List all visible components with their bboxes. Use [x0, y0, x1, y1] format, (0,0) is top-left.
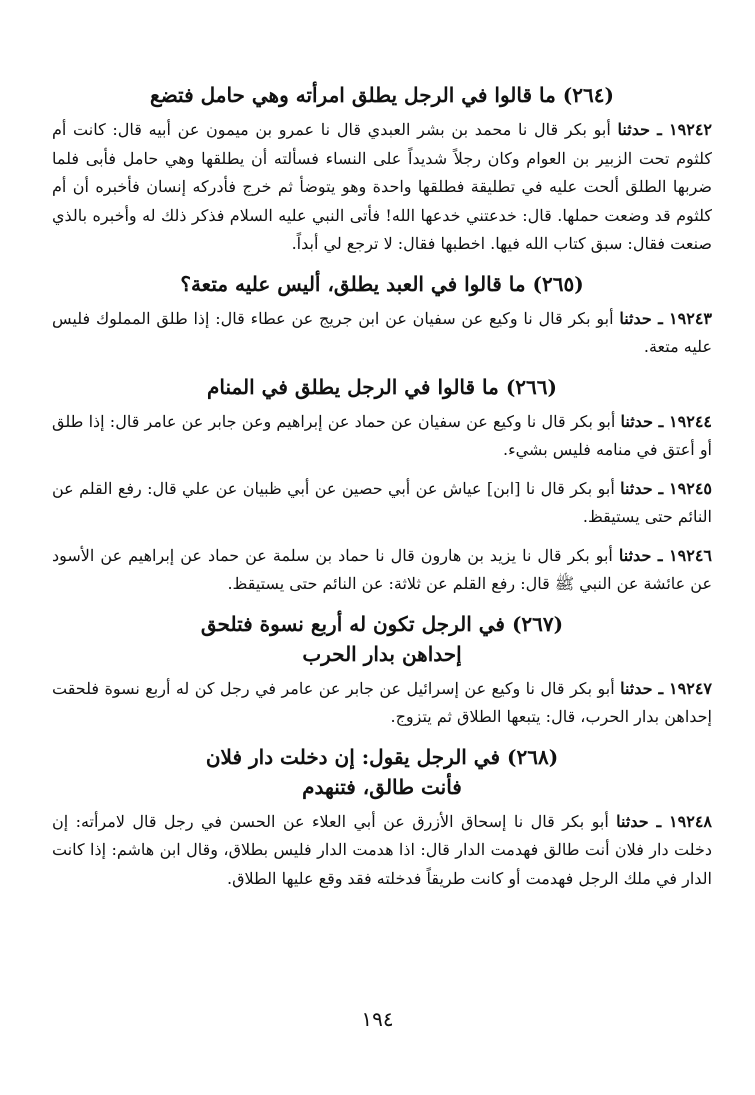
chapter-heading: (٢٦٤) ما قالوا في الرجل يطلق امرأته وهي حامل فتضع [150, 83, 614, 107]
hadith-number: ١٩٢٤٤ ـ حدثنا [620, 411, 712, 431]
page-number: ١٩٤ [361, 1007, 394, 1031]
hadith-body: أبو بكر قال نا إسحاق الأزرق عن أبي العلاء عن الحسن في رجل قال لامرأته: إن دخلت دار فلان أنت طالق فهدمت الدار قال: اذا هدمت الدار فليس بطلاق، وقال ابن هاشم: إذا كانت الدار في ملك الرجل فهدمت أو كانت طريقاً فدخلته فقد وقع عليها الطلاق. [52, 811, 712, 888]
hadith-entry [52, 116, 712, 259]
hadith-text [52, 408, 712, 465]
chapter-heading: (٢٦٥) ما قالوا في العبد يطلق، أليس عليه متعة؟ [180, 271, 584, 296]
hadith-entry [52, 305, 712, 362]
hadith-body: أبو بكر قال نا [ابن] عياش عن أبي حصين عن أبي ظبيان عن علي قال: رفع القلم عن النائم حتى يستيقظ. [52, 478, 712, 526]
chapter-heading: (٢٦٧) في الرجل تكون له أربع نسوة فتلحق [200, 611, 564, 636]
chapter-264 [52, 80, 712, 110]
hadith-entry [52, 542, 712, 599]
hadith-entry [52, 475, 712, 532]
hadith-body: أبو بكر قال نا محمد بن بشر العبدي قال نا عمرو بن ميمون عن أبيه قال: كانت أم كلثوم تحت الزبير بن العوام وكان رجلاً شديداً على النساء فسألته أن يطلقها وهي حامل فأبى فلما ضربها الطلق ألحت عليه في تطليقة فطلقها واحدة وهو يتوضأ ثم خرج فأدركه إنسان فأخبره أن أم كلثوم قد وضعت حملها. قال: خدعتني خدعها الله! فأتى النبي عليه السلام فذكر ذلك له وأخبره بالذي صنعت فقال: سبق كتاب الله فيها. اخطبها فقال: لا ترجع لي أبداً. [52, 120, 712, 253]
hadith-entry [52, 675, 712, 732]
chapter-heading-continued: إحداهن بدار الحرب [302, 641, 462, 666]
hadith-entry [52, 808, 712, 894]
chapter-heading: (٢٦٦) ما قالوا في الرجل يطلق في المنام [206, 374, 557, 399]
hadith-text [52, 542, 712, 599]
hadith-number: ١٩٢٤٥ ـ حدثنا [620, 478, 712, 498]
hadith-number: ١٩٢٤٣ ـ حدثنا [619, 308, 712, 328]
page-body [52, 80, 712, 903]
hadith-text [52, 116, 712, 259]
hadith-body: أبو بكر قال نا وكيع عن إسرائيل عن جابر عن عامر في رجل كن له أربع نسوة فلحقت إحداهن بدار الحرب، قال: يتبعها الطلاق ثم يتزوج. [52, 678, 712, 726]
hadith-text [52, 475, 712, 532]
hadith-number: ١٩٢٤٧ ـ حدثنا [620, 678, 712, 698]
chapter-265 [52, 269, 712, 299]
hadith-number: ١٩٢٤٢ ـ حدثنا [617, 120, 712, 139]
chapter-267 [52, 609, 712, 669]
hadith-body: أبو بكر قال نا وكيع عن سفيان عن ابن جريج عن عطاء قال: إذا طلق المملوك فليس عليه متعة. [52, 308, 712, 356]
hadith-text [52, 675, 712, 732]
hadith-number: ١٩٢٤٦ ـ حدثنا [618, 545, 712, 565]
hadith-number: ١٩٢٤٨ ـ حدثنا [616, 811, 712, 831]
hadith-body: أبو بكر قال نا وكيع عن سفيان عن حماد عن إبراهيم وعن جابر عن عامر قال: إذا طلق أو أعتق في منامه فليس بشيء. [52, 411, 712, 459]
chapter-heading-continued: فأنت طالق، فتنهدم [302, 774, 462, 799]
chapter-268 [52, 742, 712, 802]
chapter-heading: (٢٦٨) في الرجل يقول: إن دخلت دار فلان [205, 744, 559, 769]
chapter-266 [52, 372, 712, 402]
hadith-text [52, 808, 712, 894]
hadith-body: أبو بكر قال نا يزيد بن هارون قال نا حماد بن سلمة عن حماد عن إبراهيم عن الأسود عن عائشة عن النبي ﷺ قال: رفع القلم عن ثلاثة: عن النائم حتى يستيقظ. [52, 545, 712, 593]
hadith-entry [52, 408, 712, 465]
hadith-text [52, 305, 712, 362]
